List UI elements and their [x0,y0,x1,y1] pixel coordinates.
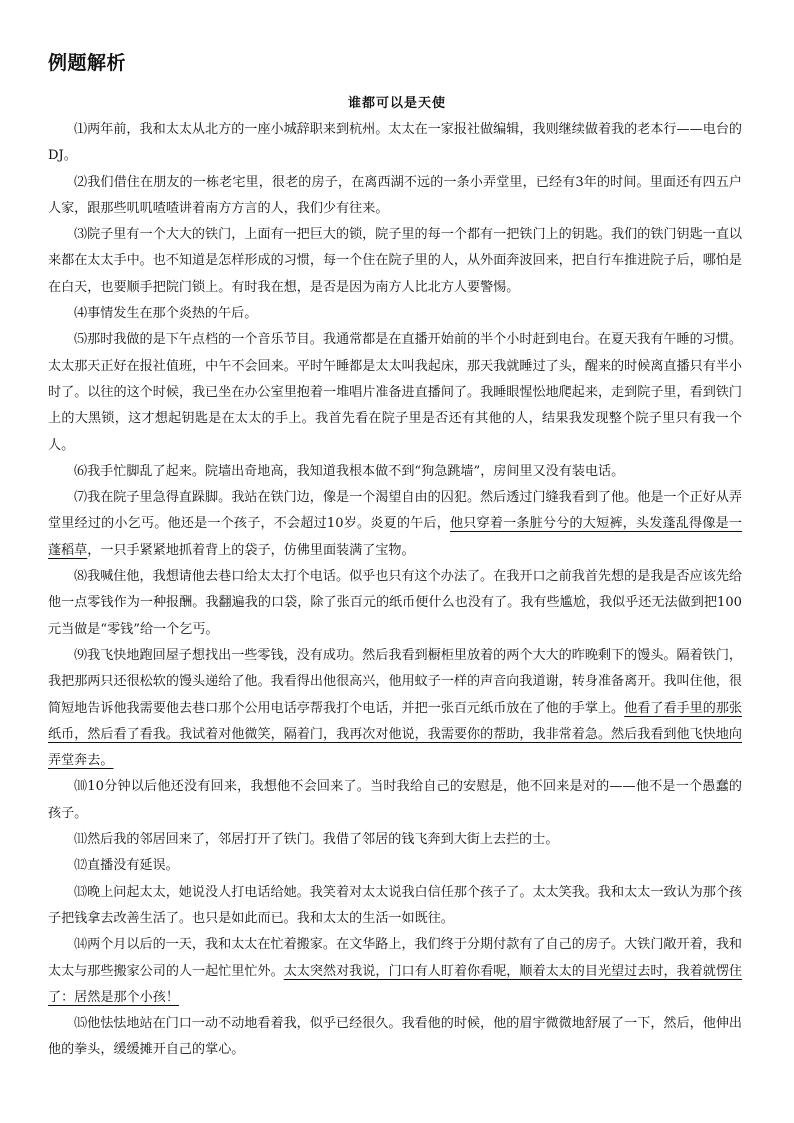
paragraph-number: ⑹ [74,463,88,479]
paragraph-text: 直播没有延误。 [87,858,179,874]
paragraph-text: 然后我的邻居回来了，邻居打开了铁门。我借了邻居的钱飞奔到大街上去拦的士。 [87,832,559,848]
paragraph-number: ⑼ [74,647,88,663]
paragraph-number: ⑴ [74,122,88,137]
paragraph-text-tail: ，一只手紧紧地抓着背上的袋子，仿佛里面装满了宝物。 [87,542,415,558]
paragraph-number: ⑿ [74,858,88,874]
paragraph-4 [48,301,742,327]
paragraph-number: ⑵ [74,174,88,190]
paragraph-text: 我手忙脚乱了起来。院墙出奇地高，我知道我根本做不到“狗急跳墙”，房间里又没有装电话。 [87,463,625,479]
paragraph-12 [48,853,742,879]
underlined-sentence: 他看了看手里的那张纸币，然后看了看我。我试着对他微笑，隔着门，我再次对他说，我需要你的帮助，我非常着急。然后我看到他飞快地向弄堂奔去。 [48,700,743,769]
paragraph-text: 我在院子里急得直跺脚。我站在铁门边，像是一个渴望自由的囚犯。然后透过门缝我看到了他。他是一个正好从弄堂里经过的小乞丐。他还是一个孩子，不会超过10岁。炎夏的午后， [48,490,743,532]
paragraph-8 [48,564,742,643]
paragraph-15 [48,1011,742,1064]
paragraph-text: 事情发生在那个炎热的午后。 [87,306,258,322]
paragraph-11 [48,827,742,853]
paragraph-text: 两个月以后的一天，我和太太在忙着搬家。在文华路上，我们终于分期付款有了自己的房子。大铁门敞开着，我和太太与那些搬家公司的人一起忙里忙外。 [48,937,743,979]
paragraph-2 [48,170,742,223]
paragraph-text: 晚上问起太太，她说没人打电话给她。我笑着对太太说我白信任那个孩子了。太太笑我。我和太太一致认为那个孩子把钱拿去改善生活了。也只是如此而已。我和太太的生活一如既往。 [48,884,743,926]
paragraph-number: ⑻ [74,569,88,585]
article-title: 谁都可以是天使 [347,96,446,111]
paragraph-13 [48,880,742,933]
paragraph-number: ⑾ [74,832,88,848]
underlined-sentence: 他只穿着一条脏兮兮的大短裤，头发蓬乱得像是一蓬稻草 [48,516,742,558]
paragraph-number: ⑽ [74,779,88,795]
section-heading: 例题解析 [48,52,127,74]
paragraph-text: 10分钟以后他还没有回来，我想他不会回来了。当时我给自己的安慰是，他不回来是对的——他不是一个愚蠢的孩子。 [48,779,742,821]
paragraph-text: 他怯怯地站在门口一动不动地看着我，似乎已经很久。我看他的时候，他的眉宇微微地舒展了一下，然后，他伸出他的拳头，缓缓摊开自己的掌心。 [48,1016,743,1058]
paragraph-text: 我飞快地跑回屋子想找出一些零钱，没有成功。然后我看到橱柜里放着的两个大大的昨晚剩下的馒头。隔着铁门，我把那两只还很松软的馒头递给了他。我看得出他很高兴，他用蚊子一样的声音向我道谢，转身准备离开。我叫住他，很简短地告诉他我需要他去巷口那个公用电话亭帮我打个电话，并把一张百元纸币放在了他的手掌上。 [48,647,743,716]
paragraph-1 [48,117,742,170]
article-body [48,117,742,1064]
paragraph-number: ⑶ [74,227,88,243]
paragraph-text: 两年前，我和太太从北方的一座小城辞职来到杭州。太太在一家报社做编辑，我则继续做着我的老本行——电台的DJ。 [48,122,743,164]
paragraph-number: ⑺ [74,490,88,506]
underlined-sentence: 太太突然对我说，门口有人盯着你看呢，顺着太太的目光望过去时，我着就愣住了：居然是那个小孩！ [48,963,743,1005]
paragraph-text: 院子里有一个大大的铁门，上面有一把巨大的锁，院子里的每一个都有一把铁门上的钥匙。我们的铁门钥匙一直以来都在太太手中。也不知道是怎样形成的习惯，每一个住在院子里的人，从外面奔波回来，把自行车推进院子后，哪怕是在白天，也要顺手把院门锁上。有时我在想，是否是因为南方人比北方人要警惕。 [48,227,743,295]
paragraph-text: 我们借住在朋友的一栋老宅里，很老的房子，在离西湖不远的一条小弄堂里，已经有3年的时间。里面还有四五户人家，跟那些叽叽喳喳讲着南方方言的人，我们少有往来。 [48,174,742,216]
paragraph-number: ⑸ [74,332,88,348]
paragraph-number: ⑷ [74,306,88,322]
paragraph-5 [48,327,742,458]
paragraph-14 [48,932,742,1011]
paragraph-text: 那时我做的是下午点档的一个音乐节目。我通常都是在直播开始前的半个小时赶到电台。在夏天我有午睡的习惯。太太那天正好在报社值班，中午不会回来。平时午睡都是太太叫我起床，那天我就睡过了头，醒来的时候离直播只有半小时了。以往的这个时候，我已坐在办公室里抱着一堆唱片准备进直播间了。我睡眼惺忪地爬起来，走到院子里，看到铁门上的大黑锁，这才想起钥匙是在太太的手上。我首先看在院子里是否还有其他的人，结果我发现整个院子里只有我一个人。 [48,332,743,453]
paragraph-number: ⒂ [74,1016,88,1032]
paragraph-6 [48,459,742,485]
paragraph-number: ⒀ [74,884,88,900]
paragraph-7 [48,485,742,564]
paragraph-9 [48,643,742,774]
paragraph-number: ⒁ [74,937,88,953]
paragraph-10 [48,774,742,827]
paragraph-3 [48,222,742,301]
paragraph-text: 我喊住他，我想请他去巷口给太太打个电话。似乎也只有这个办法了。在我开口之前我首先想的是我是否应该先给他一点零钱作为一种报酬。我翻遍我的口袋，除了张百元的纸币便什么也没有了。我有些尴尬，我似乎还无法做到把100元当做是“零钱”给一个乞丐。 [48,569,743,637]
